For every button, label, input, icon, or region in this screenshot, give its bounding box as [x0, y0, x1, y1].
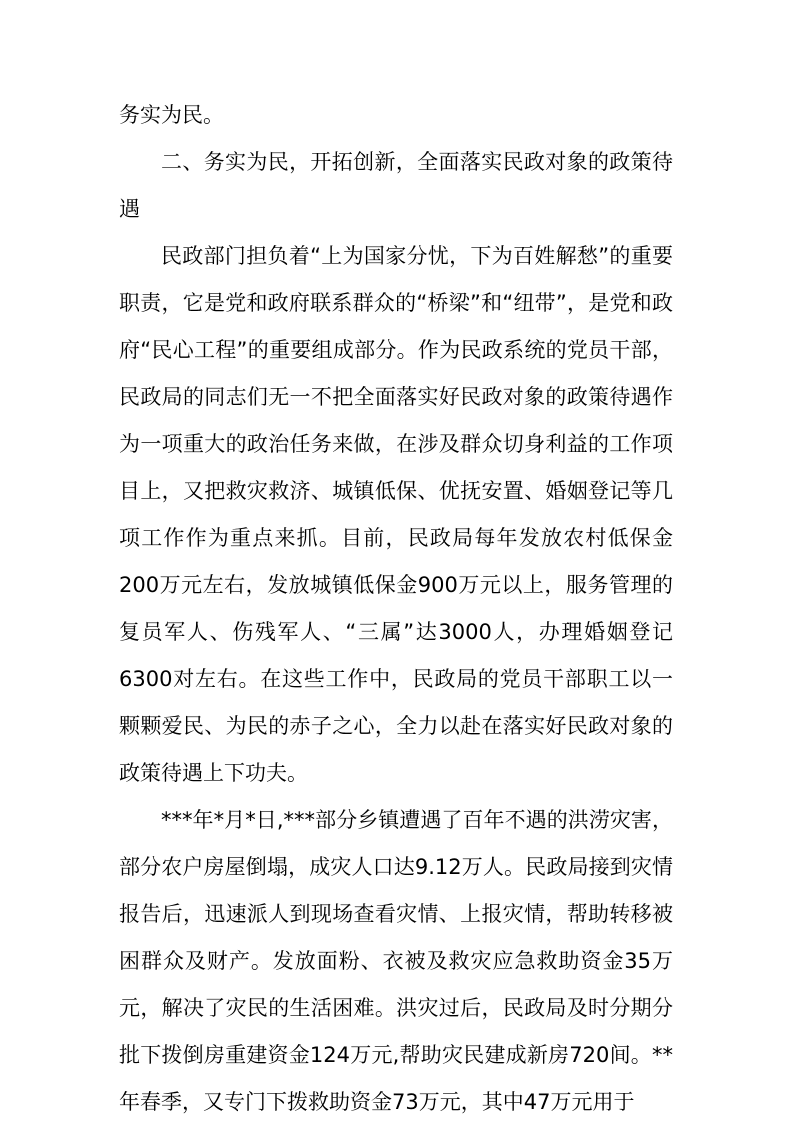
- paragraph-civil-affairs-duties: 民政部门担负着“上为国家分忧，下为百姓解愁”的重要职责，它是党和政府联系群众的“桥梁”和“纽带”，是党和政府“民心工程”的重要组成部分。作为民政系统的党员干部，民政局的同志们无一不把全面落实好民政对象的政策待遇作为一项重大的政治任务来做，在涉及群众切身利益的工作项目上，又把救灾救济、城镇低保、优抚安置、婚姻登记等几项工作作为重点来抓。目前，民政局每年发放农村低保金200万元左右，发放城镇低保金900万元以上，服务管理的复员军人、伤残军人、“三属”达3000人，办理婚姻登记6300对左右。在这些工作中，民政局的党员干部职工以一颗颗爱民、为民的赤子之心，全力以赴在落实好民政对象的政策待遇上下功夫。: [119, 244, 673, 785]
- paragraph-flood-relief: ***年*月*日,***部分乡镇遭遇了百年不遇的洪涝灾害，部分农户房屋倒塌，成灾人口达9.12万人。民政局接到灾情报告后，迅速派人到现场查看灾情、上报灾情，帮助转移被困群众及财产。发放面粉、衣被及救灾应急救助资金35万元，解决了灾民的生活困难。洪灾过后，民政局及时分期分批下拨倒房重建资金124万元,帮助灾民建成新房720间。**年春季，又专门下拨救助资金73万元，其中47万元用于: [119, 808, 673, 1114]
- section-heading-two: 二、务实为民，开拓创新，全面落实民政对象的政策待遇: [119, 150, 673, 221]
- document-body: [119, 92, 673, 1126]
- paragraph-closing-line: 务实为民。: [119, 103, 224, 127]
